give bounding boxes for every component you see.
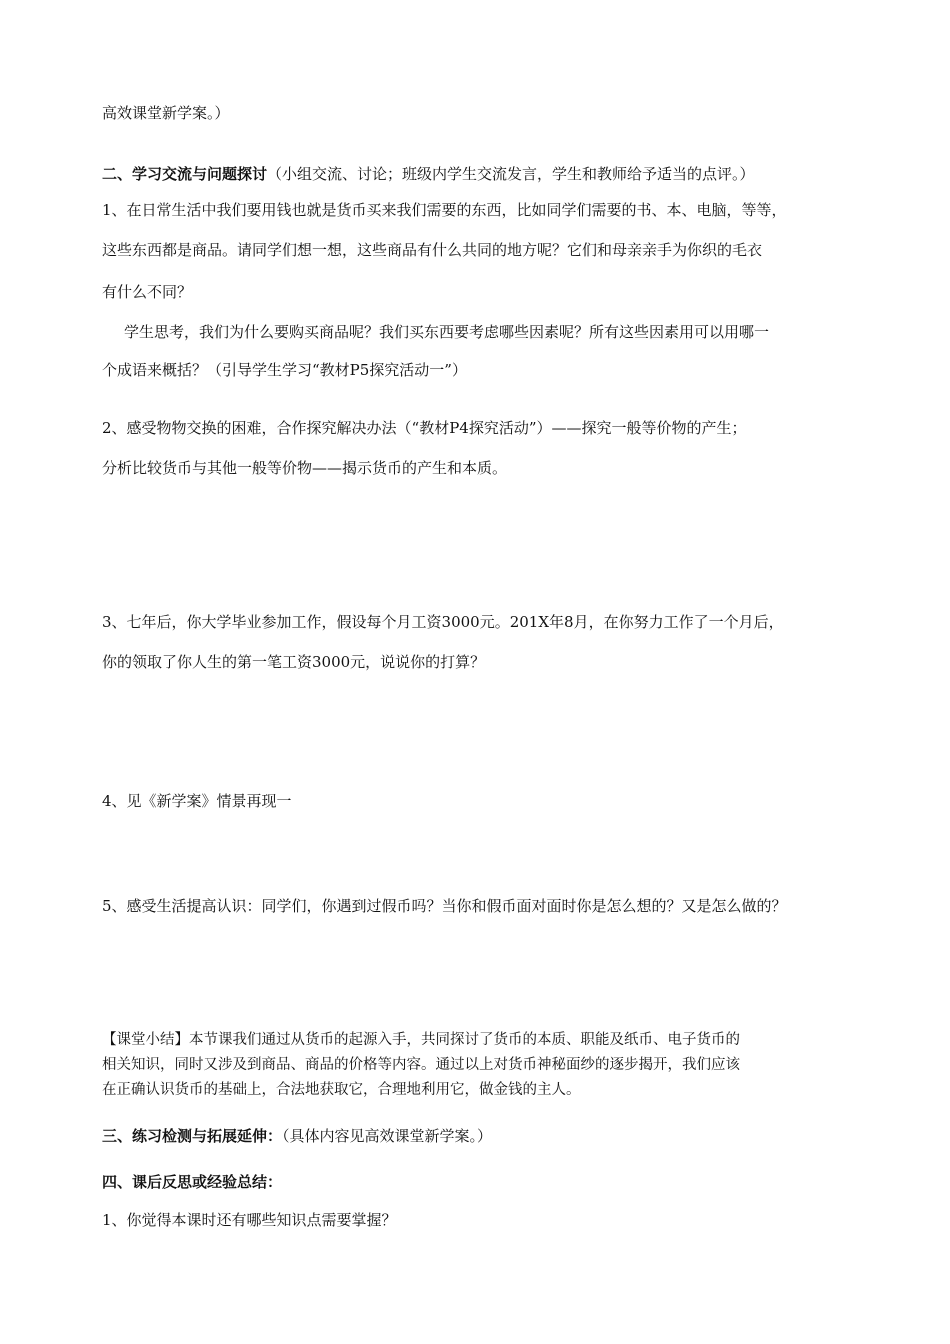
q3-line-1: 3、七年后，你大学毕业参加工作，假设每个月工资3000元。201X年8月，在你努力工作了一个月后， <box>102 613 784 631</box>
section2-heading: 二、学习交流与问题探讨 <box>102 165 268 183</box>
q3-line-2: 你的领取了你人生的第一笔工资3000元，说说你的打算？ <box>102 653 486 671</box>
summary-text-1: 本节课我们通过从货币的起源入手，共同探讨了货币的本质、职能及纸币、电子货币的 <box>189 1032 740 1048</box>
section3-note: （具体内容见高效课堂新学案。） <box>282 1127 493 1145</box>
summary-line-2: 相关知识，同时又涉及到商品、商品的价格等内容。通过以上对货币神秘面纱的逐步揭开，我们应该 <box>102 1057 740 1073</box>
think-line-2: 个成语来概括？（引导学生学习“教材P5探究活动一”） <box>102 361 467 379</box>
q4-text: 4、见《新学案》情景再现一 <box>102 792 292 810</box>
summary-line-3: 在正确认识货币的基础上，合法地获取它，合理地利用它，做金钱的主人。 <box>102 1082 581 1098</box>
section4-q1: 1、你觉得本课时还有哪些知识点需要掌握？ <box>102 1211 397 1229</box>
section2-note: （小组交流、讨论；班级内学生交流发言，学生和教师给予适当的点评。） <box>267 165 755 183</box>
section4-heading: 四、课后反思或经验总结： <box>102 1173 283 1191</box>
section3-heading: 三、练习检测与拓展延伸： <box>102 1127 283 1145</box>
intro-tail-text: 高效课堂新学案。） <box>102 104 230 122</box>
q1-line-1: 1、在日常生活中我们要用钱也就是货币买来我们需要的东西，比如同学们需要的书、本、电脑，等等， <box>102 201 787 219</box>
q1-line-3: 有什么不同？ <box>102 283 193 301</box>
q1-line-2: 这些东西都是商品。请同学们想一想，这些商品有什么共同的地方呢？它们和母亲亲手为你织的毛衣 <box>102 241 763 259</box>
q5-text: 5、感受生活提高认识：同学们，你遇到过假币吗？当你和假币面对面时你是怎么想的？又是怎么做的？ <box>102 897 787 915</box>
q2-line-2: 分析比较货币与其他一般等价物——揭示货币的产生和本质。 <box>102 459 508 477</box>
summary-label: 【课堂小结】 <box>102 1032 189 1048</box>
think-line-1: 学生思考，我们为什么要购买商品呢？我们买东西要考虑哪些因素呢？所有这些因素用可以用哪一 <box>124 323 770 341</box>
summary-line-1 <box>102 1030 740 1050</box>
q2-line-1: 2、感受物物交换的困难，合作探究解决办法（“教材P4探究活动”）——探究一般等价物的产生； <box>102 419 747 437</box>
section3-header <box>102 1126 492 1146</box>
section2-header <box>102 164 755 184</box>
